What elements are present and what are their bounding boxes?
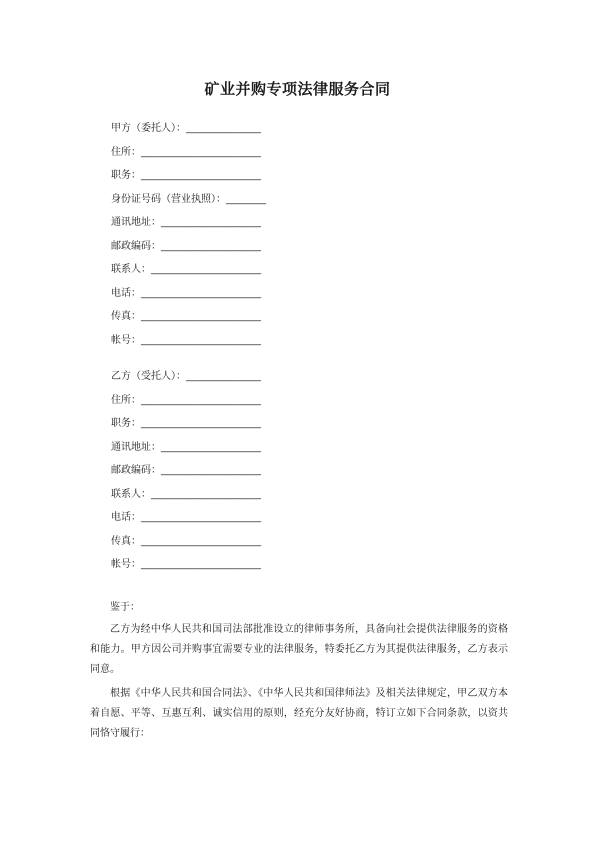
contract-body (90, 598, 508, 748)
recital-paragraph: 乙方为经中华人民共和国司法部批准设立的律师事务所，具备向社会提供法律服务的资格和能力。甲方因公司并购事宜需要专业的法律服务，特委托乙方为其提供法律服务，乙方表示同意。 (90, 624, 508, 675)
document-title: 矿业并购专项法律服务合同 (204, 80, 391, 98)
recital-heading: 鉴于： (110, 602, 140, 613)
party-a-fax-field: 传真：________________________ (111, 311, 261, 322)
party-b-position-field: 职务：________________________ (111, 418, 261, 429)
section-gap (111, 357, 266, 370)
party-b-contact-field: 联系人：______________________ (111, 488, 261, 500)
party-a-position-field: 职务：________________________ (111, 170, 261, 181)
party-b-section (111, 370, 266, 582)
party-b-phone-field: 电话：________________________ (111, 512, 261, 523)
party-a-address-field: 住所：________________________ (111, 146, 261, 158)
legal-basis-paragraph: 根据《中华人民共和国合同法》、《中华人民共和国律师法》及相关法律规定，甲乙双方本着自愿、平等、互惠互利、诚实信用的原则，经充分友好协商，特订立如下合同条款，以资共同恪守履行： (90, 688, 508, 739)
party-b-fax-field: 传真：________________________ (111, 535, 261, 547)
party-a-phone-field: 电话：________________________ (111, 287, 261, 299)
party-a-postcode-field: 邮政编码：____________________ (111, 240, 261, 252)
party-a-account-field: 帐号：________________________ (111, 334, 261, 346)
party-b-mailing-address-field: 通讯地址：____________________ (111, 441, 261, 453)
party-a-id-field: 身份证号码（营业执照）：________ (111, 193, 266, 205)
party-a-name-field: 甲方（委托人）：_______________ (111, 123, 261, 134)
party-b-name-field: 乙方（受托人）：_______________ (111, 371, 261, 382)
party-a-mailing-address-field: 通讯地址：____________________ (111, 217, 261, 228)
party-b-address-field: 住所：________________________ (111, 394, 261, 406)
party-b-account-field: 帐号：________________________ (111, 559, 261, 570)
party-a-contact-field: 联系人：______________________ (111, 264, 261, 275)
party-a-section (111, 122, 266, 357)
party-b-postcode-field: 邮政编码：____________________ (111, 465, 261, 476)
party-fields (111, 122, 266, 582)
